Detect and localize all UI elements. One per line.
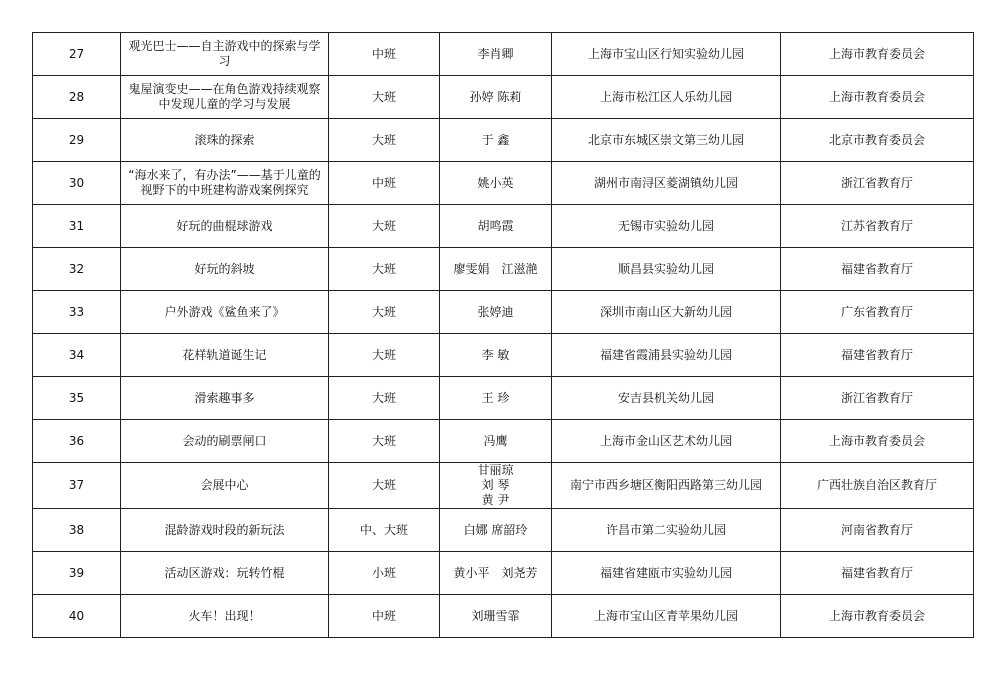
row-number-cell: 30 (33, 162, 121, 205)
row-number-cell: 40 (33, 595, 121, 638)
case-title: 鬼屋演变史——在角色游戏持续观察中发现儿童的学习与发展 (128, 82, 321, 111)
grade-cell: 大班 (329, 205, 440, 248)
grade-cell: 大班 (329, 463, 440, 509)
table-row (33, 377, 974, 420)
grade-cell: 小班 (329, 552, 440, 595)
row-number-cell: 32 (33, 248, 121, 291)
school-cell: 上海市宝山区行知实验幼儿园 (552, 33, 781, 76)
grade-cell: 大班 (329, 119, 440, 162)
row-number-cell: 27 (33, 33, 121, 76)
recommending-unit-cell: 北京市教育委员会 (781, 119, 974, 162)
author-name: 冯鹰 (483, 433, 508, 448)
authors-cell (440, 248, 552, 291)
table-row (33, 162, 974, 205)
grade-cell: 大班 (329, 76, 440, 119)
case-title: 会动的刷票闸口 (182, 433, 267, 448)
table-row (33, 509, 974, 552)
school-cell: 无锡市实验幼儿园 (552, 205, 781, 248)
authors-cell (440, 595, 552, 638)
authors-cell (440, 162, 552, 205)
row-number-cell: 39 (33, 552, 121, 595)
table-row (33, 33, 974, 76)
row-number-cell: 34 (33, 334, 121, 377)
authors-cell (440, 552, 552, 595)
case-title-cell (121, 76, 329, 119)
case-title: 好玩的斜坡 (194, 261, 255, 276)
recommending-unit-cell: 浙江省教育厅 (781, 377, 974, 420)
author-name: 甘丽琼 (477, 463, 514, 477)
table-row (33, 76, 974, 119)
recommending-unit-cell: 浙江省教育厅 (781, 162, 974, 205)
author-name: 胡鸣霞 (477, 218, 514, 233)
authors-cell (440, 420, 552, 463)
case-title-cell (121, 595, 329, 638)
school-cell: 上海市宝山区青苹果幼儿园 (552, 595, 781, 638)
school-cell: 上海市金山区艺术幼儿园 (552, 420, 781, 463)
author-name: 李肖卿 (477, 46, 514, 61)
authors-cell (440, 377, 552, 420)
recommending-unit-cell: 河南省教育厅 (781, 509, 974, 552)
table-body (33, 33, 974, 638)
case-title-cell (121, 420, 329, 463)
author-name: 刘珊雪霏 (471, 608, 520, 623)
table-row (33, 334, 974, 377)
case-title: 滑索趣事多 (194, 390, 255, 405)
grade-cell: 大班 (329, 248, 440, 291)
authors-cell (440, 76, 552, 119)
case-title-cell (121, 377, 329, 420)
author-name: 黄小平 刘尧芳 (453, 565, 538, 580)
table-row (33, 595, 974, 638)
row-number-cell: 38 (33, 509, 121, 552)
author-name: 于 鑫 (481, 132, 510, 147)
table-row (33, 420, 974, 463)
case-list-table (32, 32, 974, 638)
row-number-cell: 31 (33, 205, 121, 248)
recommending-unit-cell: 福建省教育厅 (781, 334, 974, 377)
table-row (33, 205, 974, 248)
case-title: 火车！出现！ (188, 608, 261, 623)
author-name: 姚小英 (477, 175, 514, 190)
school-cell: 北京市东城区崇文第三幼儿园 (552, 119, 781, 162)
school-cell: 顺昌县实验幼儿园 (552, 248, 781, 291)
case-title: 滚珠的探索 (194, 132, 255, 147)
author-name: 廖雯娟 江滋滟 (453, 261, 538, 276)
row-number-cell: 29 (33, 119, 121, 162)
case-title-cell (121, 463, 329, 509)
recommending-unit-cell: 广东省教育厅 (781, 291, 974, 334)
case-title: “海水来了，有办法”——基于儿童的视野下的中班建构游戏案例探究 (128, 168, 321, 197)
authors-cell (440, 509, 552, 552)
grade-cell: 大班 (329, 291, 440, 334)
case-title-cell (121, 509, 329, 552)
school-cell: 南宁市西乡塘区衡阳西路第三幼儿园 (552, 463, 781, 509)
author-name: 孙婷 陈莉 (469, 89, 522, 104)
row-number-cell: 28 (33, 76, 121, 119)
author-name: 王 珍 (481, 390, 510, 405)
grade-cell: 中班 (329, 33, 440, 76)
author-name: 黄 尹 (481, 493, 510, 507)
school-cell: 湖州市南浔区菱湖镇幼儿园 (552, 162, 781, 205)
recommending-unit-cell: 广西壮族自治区教育厅 (781, 463, 974, 509)
case-title: 户外游戏《鲨鱼来了》 (164, 304, 285, 319)
case-title-cell (121, 552, 329, 595)
case-title: 混龄游戏时段的新玩法 (164, 522, 285, 537)
table-row (33, 119, 974, 162)
case-title-cell (121, 291, 329, 334)
recommending-unit-cell: 江苏省教育厅 (781, 205, 974, 248)
row-number-cell: 36 (33, 420, 121, 463)
grade-cell: 大班 (329, 377, 440, 420)
table-row (33, 463, 974, 509)
table-row (33, 291, 974, 334)
case-title-cell (121, 33, 329, 76)
case-title-cell (121, 119, 329, 162)
recommending-unit-cell: 福建省教育厅 (781, 552, 974, 595)
author-name: 白娜 席韶玲 (463, 522, 528, 537)
case-title: 观光巴士——自主游戏中的探索与学习 (128, 39, 321, 68)
grade-cell: 大班 (329, 334, 440, 377)
table-row (33, 552, 974, 595)
case-title: 会展中心 (200, 478, 249, 492)
table-row (33, 248, 974, 291)
case-title: 活动区游戏：玩转竹棍 (164, 565, 285, 580)
school-cell: 上海市松江区人乐幼儿园 (552, 76, 781, 119)
case-title-cell (121, 248, 329, 291)
recommending-unit-cell: 上海市教育委员会 (781, 76, 974, 119)
case-title-cell (121, 162, 329, 205)
authors-cell (440, 291, 552, 334)
case-title-cell (121, 334, 329, 377)
recommending-unit-cell: 上海市教育委员会 (781, 420, 974, 463)
school-cell: 许昌市第二实验幼儿园 (552, 509, 781, 552)
author-name: 刘 琴 (481, 478, 510, 492)
school-cell: 福建省霞浦县实验幼儿园 (552, 334, 781, 377)
authors-cell (440, 334, 552, 377)
author-name: 张婷迪 (477, 304, 514, 319)
row-number-cell: 33 (33, 291, 121, 334)
grade-cell: 中班 (329, 162, 440, 205)
case-title-cell (121, 205, 329, 248)
authors-cell (440, 463, 552, 509)
case-title: 花样轨道诞生记 (182, 347, 267, 362)
grade-cell: 大班 (329, 420, 440, 463)
grade-cell: 中、大班 (329, 509, 440, 552)
authors-cell (440, 205, 552, 248)
row-number-cell: 37 (33, 463, 121, 509)
case-title: 好玩的曲棍球游戏 (176, 218, 273, 233)
authors-cell (440, 119, 552, 162)
recommending-unit-cell: 福建省教育厅 (781, 248, 974, 291)
author-name: 李 敏 (481, 347, 510, 362)
recommending-unit-cell: 上海市教育委员会 (781, 33, 974, 76)
row-number-cell: 35 (33, 377, 121, 420)
school-cell: 福建省建瓯市实验幼儿园 (552, 552, 781, 595)
school-cell: 安吉县机关幼儿园 (552, 377, 781, 420)
authors-cell (440, 33, 552, 76)
grade-cell: 中班 (329, 595, 440, 638)
recommending-unit-cell: 上海市教育委员会 (781, 595, 974, 638)
school-cell: 深圳市南山区大新幼儿园 (552, 291, 781, 334)
